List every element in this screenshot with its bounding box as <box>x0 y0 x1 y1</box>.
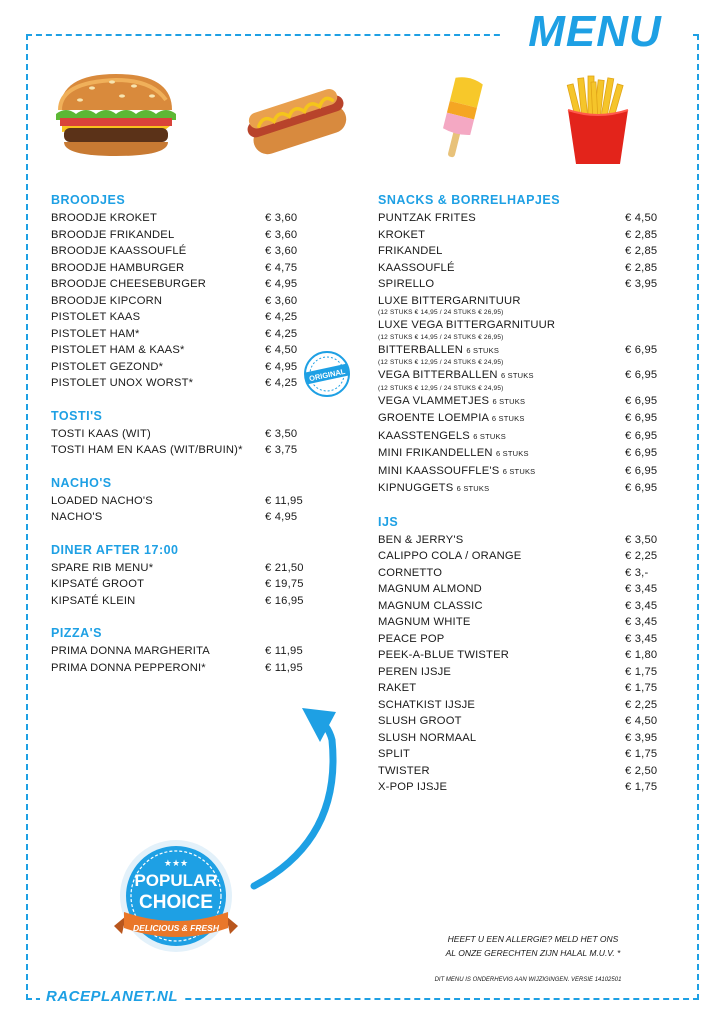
item-price: € 21,50 <box>265 561 304 574</box>
item-name-group <box>378 631 625 648</box>
item-name: PISTOLET HAM* <box>51 327 140 340</box>
menu-item <box>378 227 663 244</box>
menu-item <box>51 576 313 593</box>
item-name-group <box>378 598 625 615</box>
item-name: BROODJE KROKET <box>51 212 157 224</box>
item-name: SPARE RIB MENU* <box>51 561 154 574</box>
item-name: MINI FRIKANDELLEN <box>378 447 493 459</box>
menu-item <box>51 426 313 443</box>
item-name-group <box>51 426 265 443</box>
menu-item <box>378 410 663 428</box>
menu-item <box>378 763 663 780</box>
hotdog-icon <box>246 86 350 162</box>
item-name-group <box>378 746 625 763</box>
choice-label: CHOICE <box>139 892 213 913</box>
item-name: BROODJE FRIKANDEL <box>51 228 175 241</box>
item-name-group <box>51 276 265 293</box>
item-name-group <box>378 367 625 393</box>
item-name: GROENTE LOEMPIA <box>378 412 489 424</box>
item-note: (12 STUKS € 12,95 / 24 STUKS € 24,95) <box>378 384 504 392</box>
item-name: MINI KAASSOUFFLE'S <box>378 464 500 477</box>
menu-item <box>378 445 663 463</box>
right-column <box>378 192 663 812</box>
menu-section <box>51 192 313 392</box>
item-name-group <box>378 664 625 681</box>
item-name: SCHATKIST IJSJE <box>378 698 476 711</box>
item-name-group <box>378 713 625 730</box>
item-name-group <box>378 647 625 664</box>
item-name-group <box>378 393 625 411</box>
item-name-group <box>51 375 265 392</box>
item-name-group <box>378 463 625 481</box>
item-price: € 3,75 <box>265 444 298 456</box>
item-price: € 6,95 <box>625 412 658 424</box>
popular-label: POPULAR <box>134 871 218 890</box>
page-title: MENU <box>500 4 690 60</box>
menu-section <box>378 192 663 498</box>
item-name-group <box>378 581 625 598</box>
menu-section <box>378 514 663 796</box>
menu-item <box>378 779 663 796</box>
left-column <box>51 192 313 692</box>
item-name-group <box>378 763 625 780</box>
menu-item <box>378 210 663 227</box>
item-name: PRIMA DONNA MARGHERITA <box>51 645 210 657</box>
item-price: € 6,95 <box>625 429 658 442</box>
menu-item <box>378 293 663 318</box>
menu-item <box>378 697 663 714</box>
popular-choice-badge <box>112 838 250 966</box>
menu-item <box>378 598 663 615</box>
item-name: BROODJE CHEESEBURGER <box>51 278 207 290</box>
item-portion: 6 STUKS <box>502 466 536 476</box>
item-price: € 3,60 <box>265 245 298 257</box>
item-price: € 6,95 <box>625 464 658 477</box>
arrow-icon <box>240 700 360 900</box>
section-title: NACHO'S <box>51 475 112 490</box>
item-portion: 6 STUKS <box>491 414 525 423</box>
item-price: € 3,- <box>625 566 649 579</box>
menu-item <box>51 227 313 244</box>
item-name-group <box>378 480 625 498</box>
allergy-line-2: AL ONZE GERECHTEN ZIJN HALAL M.U.V. * <box>445 948 621 958</box>
burger-icon <box>52 70 180 160</box>
item-name: SPIRELLO <box>378 278 435 290</box>
item-name-group <box>378 428 625 446</box>
item-name: PEREN IJSJE <box>378 665 452 678</box>
item-note: (12 STUKS € 12,95 / 24 STUKS € 24,95) <box>378 359 504 366</box>
item-name: LUXE VEGA BITTERGARNITUUR <box>378 319 556 331</box>
item-name: PISTOLET UNOX WORST* <box>51 377 194 389</box>
menu-item <box>51 509 313 526</box>
item-price: € 6,95 <box>625 343 658 356</box>
item-price: € 11,95 <box>265 645 303 657</box>
item-price: € 19,75 <box>265 578 304 590</box>
menu-item <box>51 243 313 260</box>
menu-item <box>378 680 663 697</box>
item-name: PISTOLET KAAS <box>51 311 141 323</box>
menu-item <box>51 493 313 510</box>
item-name-group <box>51 359 265 376</box>
item-name-group <box>51 643 265 660</box>
menu-item <box>51 276 313 293</box>
menu-item <box>378 532 663 549</box>
section-title: BROODJES <box>51 193 126 207</box>
item-price: € 16,95 <box>265 594 304 607</box>
item-name-group <box>51 576 265 593</box>
item-name-group <box>51 210 265 227</box>
item-note: (12 STUKS € 14,95 / 24 STUKS € 26,95) <box>378 333 504 341</box>
item-price: € 2,25 <box>625 550 658 562</box>
item-name-group <box>378 227 625 244</box>
item-price: € 3,45 <box>625 616 658 628</box>
allergy-line-1: HEEFT U EEN ALLERGIE? MELD HET ONS <box>447 934 619 944</box>
item-name-group <box>378 614 625 631</box>
item-name: KIPNUGGETS <box>378 482 454 494</box>
item-name-group <box>51 342 265 359</box>
item-price: € 3,95 <box>625 731 658 744</box>
item-name: BROODJE KIPCORN <box>51 294 163 307</box>
item-price: € 3,45 <box>625 632 658 645</box>
menu-item <box>51 293 313 310</box>
menu-item <box>378 614 663 631</box>
item-name-group <box>51 243 265 260</box>
item-price: € 3,60 <box>265 228 298 241</box>
item-name: PEEK-A-BLUE TWISTER <box>378 649 510 661</box>
item-name: MAGNUM CLASSIC <box>378 599 483 612</box>
item-price: € 2,50 <box>625 764 658 777</box>
menu-item <box>378 463 663 481</box>
item-name: LOADED NACHO'S <box>51 494 153 507</box>
item-name: BROODJE HAMBURGER <box>51 261 185 274</box>
menu-item <box>378 260 663 277</box>
item-name-group <box>51 326 265 343</box>
item-name: TOSTI KAAS (WIT) <box>51 427 151 440</box>
badge-stars: ★★★ <box>163 858 189 868</box>
item-name: PUNTZAK FRITES <box>378 212 476 224</box>
item-name: VEGA BITTERBALLEN <box>378 369 498 381</box>
original-badge-label: ORIGINAL <box>308 366 347 384</box>
item-price: € 1,75 <box>625 781 658 793</box>
menu-item <box>378 713 663 730</box>
menu-item <box>378 581 663 598</box>
item-name: KIPSATÉ GROOT <box>51 578 145 590</box>
item-name: MAGNUM WHITE <box>378 616 471 628</box>
item-name-group <box>378 342 625 368</box>
item-price: € 11,95 <box>265 494 303 507</box>
item-price: € 1,75 <box>625 682 658 694</box>
item-name-group <box>378 779 625 796</box>
item-price: € 3,60 <box>265 294 298 307</box>
item-name: MAGNUM ALMOND <box>378 583 482 595</box>
item-portion: 6 STUKS <box>496 449 529 458</box>
item-price: € 4,25 <box>265 311 298 323</box>
item-name: KAASSTENGELS <box>378 429 470 442</box>
menu-item <box>378 664 663 681</box>
menu-item <box>51 210 313 227</box>
menu-section <box>51 542 313 610</box>
item-name: BEN & JERRY'S <box>378 533 464 546</box>
popsicle-icon <box>430 74 490 162</box>
item-price: € 4,50 <box>265 344 298 356</box>
item-name: CORNETTO <box>378 566 443 579</box>
popular-ribbon-label: DELICIOUS & FRESH <box>133 923 219 933</box>
menu-item <box>51 342 313 359</box>
item-name: PRIMA DONNA PEPPERONI* <box>51 661 206 674</box>
section-title: TOSTI'S <box>51 408 103 423</box>
item-price: € 6,95 <box>625 447 658 459</box>
item-name-group <box>378 276 625 293</box>
item-name-group <box>51 260 265 277</box>
menu-item <box>51 442 313 459</box>
item-price: € 3,60 <box>265 212 298 224</box>
menu-item <box>378 548 663 565</box>
item-name-group <box>378 532 625 549</box>
item-name-group <box>51 593 265 610</box>
item-portion: 6 STUKS <box>456 484 490 493</box>
item-price: € 3,95 <box>625 278 658 290</box>
item-name-group <box>378 210 625 227</box>
menu-item <box>378 631 663 648</box>
item-name-group <box>51 493 265 510</box>
item-name-group <box>378 680 625 697</box>
menu-item <box>51 260 313 277</box>
menu-item <box>51 643 313 660</box>
menu-item <box>51 560 313 577</box>
section-title: DINER AFTER 17:00 <box>51 542 179 557</box>
item-name-group <box>378 730 625 747</box>
item-price: € 3,45 <box>625 599 658 612</box>
item-name: KAASSOUFLÉ <box>378 261 455 274</box>
item-price: € 4,95 <box>265 360 298 373</box>
section-title: IJS <box>378 514 399 529</box>
disclaimer: DIT MENU IS ONDERHEVIG AAN WIJZIGINGEN. VERSIE 14102501 <box>434 977 622 983</box>
menu-item <box>51 593 313 610</box>
item-price: € 2,85 <box>625 261 658 274</box>
menu-section <box>51 475 313 526</box>
allergy-note <box>420 932 646 960</box>
item-note: (12 STUKS € 14,95 / 24 STUKS € 26,95) <box>378 309 504 316</box>
item-name-group <box>51 227 265 244</box>
item-name-group <box>378 260 625 277</box>
item-portion: 6 STUKS <box>466 345 500 355</box>
item-name: SLUSH GROOT <box>378 715 462 727</box>
item-price: € 3,50 <box>265 427 298 440</box>
item-name: KIPSATÉ KLEIN <box>51 594 136 607</box>
item-name-group <box>51 309 265 326</box>
item-price: € 3,45 <box>625 583 658 595</box>
menu-item <box>378 746 663 763</box>
item-price: € 3,50 <box>625 533 658 546</box>
menu-item <box>378 276 663 293</box>
menu-item <box>51 309 313 326</box>
menu-item <box>51 375 313 392</box>
item-name-group <box>378 410 625 428</box>
menu-item <box>51 359 313 376</box>
menu-item <box>378 647 663 664</box>
item-name: SPLIT <box>378 748 411 760</box>
item-name: RAKET <box>378 682 417 694</box>
item-price: € 2,85 <box>625 228 658 241</box>
item-name: BROODJE KAASSOUFLÉ <box>51 245 187 257</box>
item-name-group <box>51 660 265 677</box>
item-name-group <box>51 293 265 310</box>
item-price: € 1,80 <box>625 649 658 661</box>
item-price: € 1,75 <box>625 665 658 678</box>
item-name: X-POP IJSJE <box>378 781 448 793</box>
item-name-group <box>378 317 625 342</box>
fries-icon <box>562 74 634 166</box>
section-title: PIZZA'S <box>51 626 102 640</box>
brand-link[interactable]: RACEPLANET.NL <box>40 988 184 1005</box>
item-price: € 4,95 <box>265 278 298 290</box>
item-name: BITTERBALLEN <box>378 343 464 356</box>
item-name: TWISTER <box>378 764 430 777</box>
menu-section <box>51 625 313 676</box>
item-portion: 6 STUKS <box>492 396 526 406</box>
item-portion: 6 STUKS <box>473 431 506 441</box>
item-price: € 2,25 <box>625 698 658 711</box>
menu-item <box>378 317 663 342</box>
item-name: PISTOLET HAM & KAAS* <box>51 344 185 356</box>
menu-item <box>51 660 313 677</box>
item-name: CALIPPO COLA / ORANGE <box>378 550 522 562</box>
item-price: € 11,95 <box>265 661 303 674</box>
item-name: FRIKANDEL <box>378 245 443 257</box>
item-price: € 2,85 <box>625 245 658 257</box>
item-price: € 4,50 <box>625 715 658 727</box>
item-name-group <box>378 445 625 463</box>
item-price: € 4,25 <box>265 327 298 340</box>
menu-section <box>51 408 313 459</box>
item-name-group <box>378 293 625 318</box>
menu-item <box>378 393 663 411</box>
item-price: € 4,75 <box>265 261 298 274</box>
item-name-group <box>378 697 625 714</box>
item-name: KROKET <box>378 228 426 241</box>
item-name-group <box>378 548 625 565</box>
item-name: TOSTI HAM EN KAAS (WIT/BRUIN)* <box>51 444 243 456</box>
item-price: € 6,95 <box>625 482 658 494</box>
item-name: LUXE BITTERGARNITUUR <box>378 294 521 307</box>
menu-item <box>378 480 663 498</box>
item-price: € 4,95 <box>265 511 298 523</box>
menu-item <box>378 565 663 582</box>
item-name-group <box>51 509 265 526</box>
original-badge <box>303 350 351 398</box>
item-name: PEACE POP <box>378 632 445 645</box>
menu-item <box>51 326 313 343</box>
menu-item <box>378 243 663 260</box>
item-name: VEGA VLAMMETJES <box>378 394 490 407</box>
item-price: € 6,95 <box>625 394 658 407</box>
menu-item <box>378 342 663 368</box>
item-price: € 4,25 <box>265 377 298 389</box>
item-name-group <box>51 560 265 577</box>
item-price: € 1,75 <box>625 748 658 760</box>
item-name: NACHO'S <box>51 511 103 523</box>
item-portion: 6 STUKS <box>500 371 534 380</box>
item-price: € 4,50 <box>625 212 658 224</box>
item-name: SLUSH NORMAAL <box>378 731 477 744</box>
menu-item <box>378 730 663 747</box>
item-name-group <box>378 565 625 582</box>
section-title: SNACKS & BORRELHAPJES <box>378 193 561 207</box>
menu-item <box>378 428 663 446</box>
item-name-group <box>378 243 625 260</box>
item-name-group <box>51 442 265 459</box>
item-price: € 6,95 <box>625 369 658 381</box>
menu-item <box>378 367 663 393</box>
item-name: PISTOLET GEZOND* <box>51 360 164 373</box>
